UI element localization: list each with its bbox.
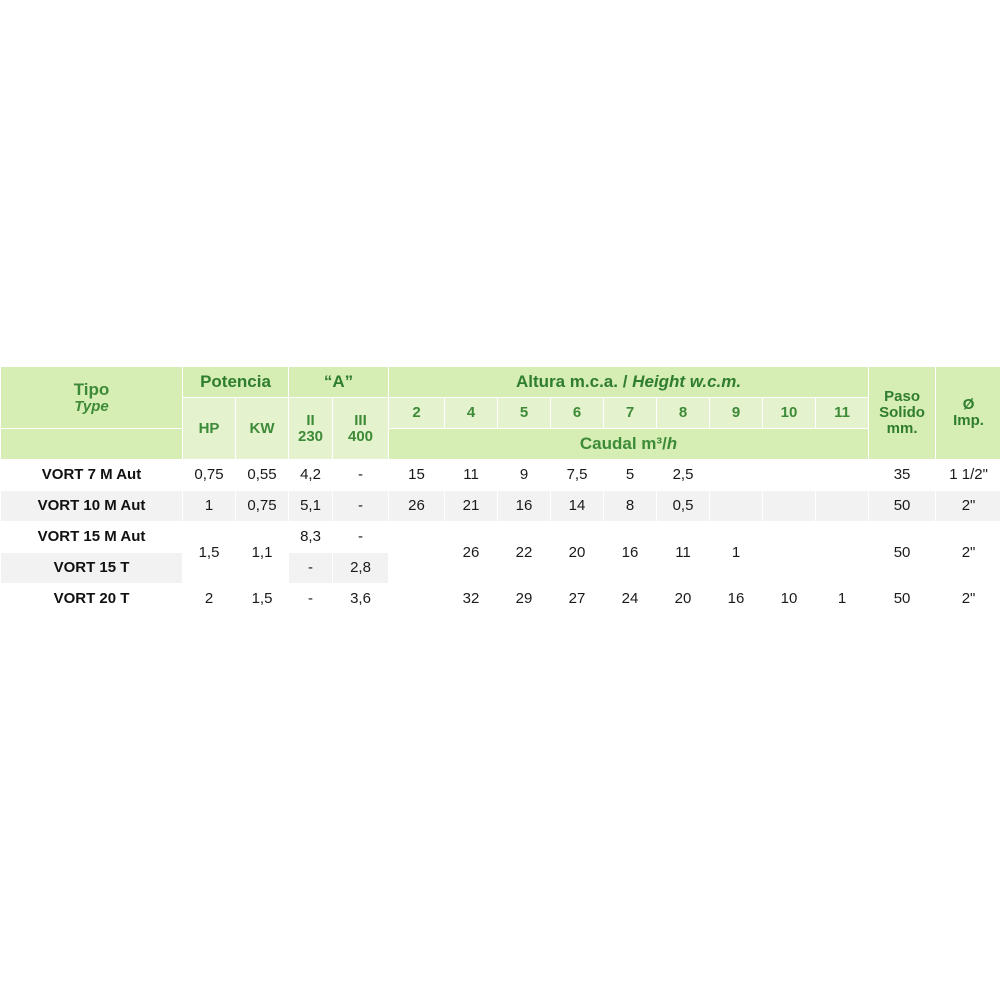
row-flow-1-2: 16 [498, 491, 551, 522]
row-flow-2-6: 1 [710, 522, 763, 584]
row-flow-2-3: 20 [551, 522, 604, 584]
row-hp-0: 0,75 [183, 460, 236, 491]
row-flow-4-1: 32 [445, 584, 498, 615]
header-height-col-5: 8 [657, 398, 710, 429]
header-kw: KW [236, 398, 289, 460]
row-flow-0-0: 15 [389, 460, 445, 491]
header-height-col-2: 5 [498, 398, 551, 429]
row-flow-4-3: 27 [551, 584, 604, 615]
header-height-col-8: 11 [816, 398, 869, 429]
row-flow-2-2: 22 [498, 522, 551, 584]
row-volt-ii-3: - [289, 553, 333, 584]
header-height-col-1: 4 [445, 398, 498, 429]
header-height-col-6: 9 [710, 398, 763, 429]
header-potencia: Potencia [183, 367, 289, 398]
row-imp-0: 1 1/2" [936, 460, 1000, 491]
header-impeller-symbol: Ø [962, 396, 975, 414]
row-flow-0-4: 5 [604, 460, 657, 491]
row-flow-0-2: 9 [498, 460, 551, 491]
header-paso-line2: Solido [879, 404, 925, 422]
row-volt-iii-3: 2,8 [333, 553, 389, 584]
row-flow-1-8 [816, 491, 869, 522]
row-kw-0: 0,55 [236, 460, 289, 491]
row-flow-1-1: 21 [445, 491, 498, 522]
row-volt-iii-0: - [333, 460, 389, 491]
header-paso-line1: Paso [884, 388, 920, 406]
row-flow-0-8 [816, 460, 869, 491]
row-kw-4: 1,5 [236, 584, 289, 615]
header-voltage-iii [333, 398, 389, 460]
row-type-3: VORT 15 T [1, 553, 183, 584]
header-height-col-7: 10 [763, 398, 816, 429]
row-flow-4-6: 16 [710, 584, 763, 615]
header-voltage-ii-roman: II [306, 411, 315, 429]
header-altura: Altura m.c.a. / Height w.c.m. [389, 367, 869, 398]
row-flow-4-5: 20 [657, 584, 710, 615]
header-paso-line3: mm. [886, 419, 918, 437]
row-hp-4: 2 [183, 584, 236, 615]
row-volt-ii-4: - [289, 584, 333, 615]
row-volt-ii-1: 5,1 [289, 491, 333, 522]
header-paso-solido [869, 367, 936, 460]
row-flow-0-3: 7,5 [551, 460, 604, 491]
row-volt-ii-0: 4,2 [289, 460, 333, 491]
row-paso-4: 50 [869, 584, 936, 615]
row-flow-4-0 [389, 584, 445, 615]
row-flow-0-5: 2,5 [657, 460, 710, 491]
row-flow-2-4: 16 [604, 522, 657, 584]
table-header-row-3 [1, 429, 1000, 460]
pump-specification-table [0, 366, 1000, 615]
header-height-col-4: 7 [604, 398, 657, 429]
header-impeller [936, 367, 1000, 460]
row-flow-2-7 [763, 522, 816, 584]
header-height-col-3: 6 [551, 398, 604, 429]
row-flow-4-8: 1 [816, 584, 869, 615]
row-flow-1-4: 8 [604, 491, 657, 522]
header-voltage-ii-value: 230 [298, 427, 324, 445]
row-flow-4-4: 24 [604, 584, 657, 615]
row-type-1: VORT 10 M Aut [1, 491, 183, 522]
row-flow-0-7 [763, 460, 816, 491]
header-amperage: “A” [289, 367, 389, 398]
row-flow-1-7 [763, 491, 816, 522]
table-row [1, 522, 1000, 553]
row-flow-2-1: 26 [445, 522, 498, 584]
row-imp-4: 2" [936, 584, 1000, 615]
header-caudal: Caudal m³/h [389, 429, 869, 460]
table-header-row-1 [1, 367, 1000, 398]
row-volt-iii-4: 3,6 [333, 584, 389, 615]
header-tipo-spacer [1, 429, 183, 460]
row-paso-2: 50 [869, 522, 936, 584]
row-flow-1-5: 0,5 [657, 491, 710, 522]
row-type-0: VORT 7 M Aut [1, 460, 183, 491]
header-tipo-cell [1, 367, 183, 429]
header-height-col-0: 2 [389, 398, 445, 429]
row-paso-1: 50 [869, 491, 936, 522]
row-kw-1: 0,75 [236, 491, 289, 522]
header-impeller-label: Imp. [953, 412, 984, 429]
row-flow-2-8 [816, 522, 869, 584]
row-flow-4-7: 10 [763, 584, 816, 615]
table-row [1, 460, 1000, 491]
row-flow-1-6 [710, 491, 763, 522]
row-volt-iii-1: - [333, 491, 389, 522]
row-flow-2-5: 11 [657, 522, 710, 584]
row-flow-2-0 [389, 522, 445, 584]
header-tipo-es: Tipo [73, 379, 110, 399]
row-paso-0: 35 [869, 460, 936, 491]
row-volt-iii-2: - [333, 522, 389, 553]
row-imp-2: 2" [936, 522, 1000, 584]
row-kw-2: 1,1 [236, 522, 289, 584]
row-volt-ii-2: 8,3 [289, 522, 333, 553]
row-imp-1: 2" [936, 491, 1000, 522]
header-voltage-iii-roman: III [354, 411, 367, 429]
row-type-2: VORT 15 M Aut [1, 522, 183, 553]
header-voltage-iii-value: 400 [348, 427, 374, 445]
row-hp-1: 1 [183, 491, 236, 522]
header-voltage-ii [289, 398, 333, 460]
row-flow-0-1: 11 [445, 460, 498, 491]
row-flow-1-0: 26 [389, 491, 445, 522]
table-row [1, 584, 1000, 615]
spec-table-container [0, 366, 1000, 615]
header-tipo-en: Type [74, 397, 109, 415]
row-hp-2: 1,5 [183, 522, 236, 584]
row-type-4: VORT 20 T [1, 584, 183, 615]
row-flow-4-2: 29 [498, 584, 551, 615]
row-flow-1-3: 14 [551, 491, 604, 522]
header-hp: HP [183, 398, 236, 460]
row-flow-0-6 [710, 460, 763, 491]
table-row [1, 491, 1000, 522]
